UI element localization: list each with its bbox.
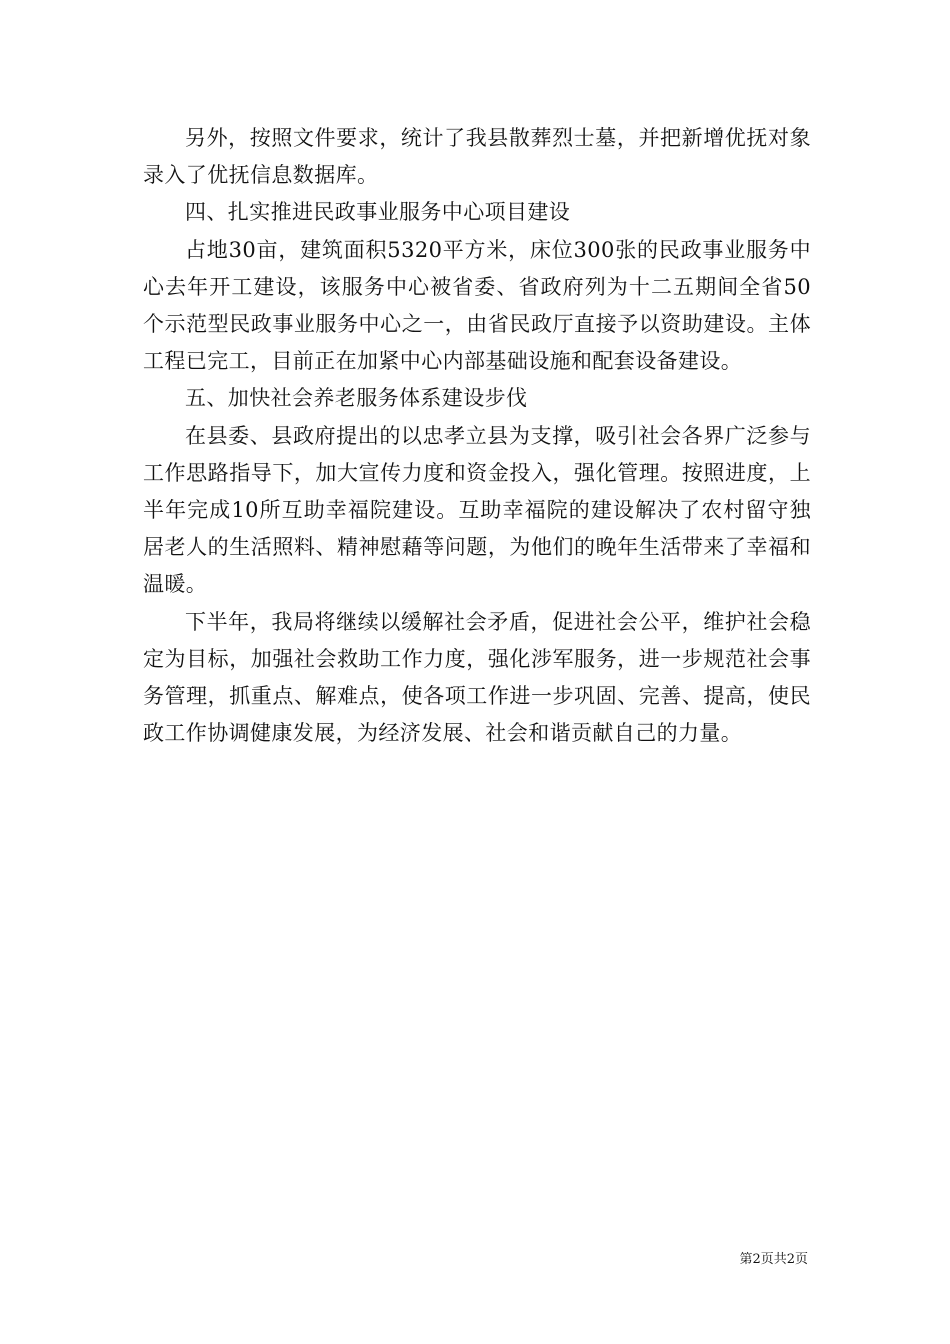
document-body	[143, 120, 811, 752]
section-heading-5: 五、加快社会养老服务体系建设步伐	[185, 386, 528, 411]
paragraph-service-center: 占地30亩，建筑面积5320平方米，床位300张的民政事业服务中心去年开工建设，该服务中心被省委、省政府列为十二五期间全省50个示范型民政事业服务中心之一，由省民政厅直接予以资助建设。主体工程已完工，目前正在加紧中心内部基础设施和配套设备建设。	[143, 237, 811, 374]
page-number-footer: 第2页共2页	[739, 1252, 808, 1267]
section-heading-4: 四、扎实推进民政事业服务中心项目建设	[185, 200, 571, 225]
paragraph-registry: 另外，按照文件要求，统计了我县散葬烈士墓，并把新增优抚对象录入了优抚信息数据库。	[143, 126, 811, 188]
paragraph-second-half-plan: 下半年，我局将继续以缓解社会矛盾，促进社会公平，维护社会稳定为目标，加强社会救助工作力度，强化涉军服务，进一步规范社会事务管理，抓重点、解难点，使各项工作进一步巩固、完善、提高，使民政工作协调健康发展，为经济发展、社会和谐贡献自己的力量。	[143, 609, 811, 746]
paragraph-elderly-care: 在县委、县政府提出的以忠孝立县为支撑，吸引社会各界广泛参与工作思路指导下，加大宣传力度和资金投入，强化管理。按照进度，上半年完成10所互助幸福院建设。互助幸福院的建设解决了农村留守独居老人的生活照料、精神慰藉等问题，为他们的晚年生活带来了幸福和温暖。	[143, 423, 811, 597]
